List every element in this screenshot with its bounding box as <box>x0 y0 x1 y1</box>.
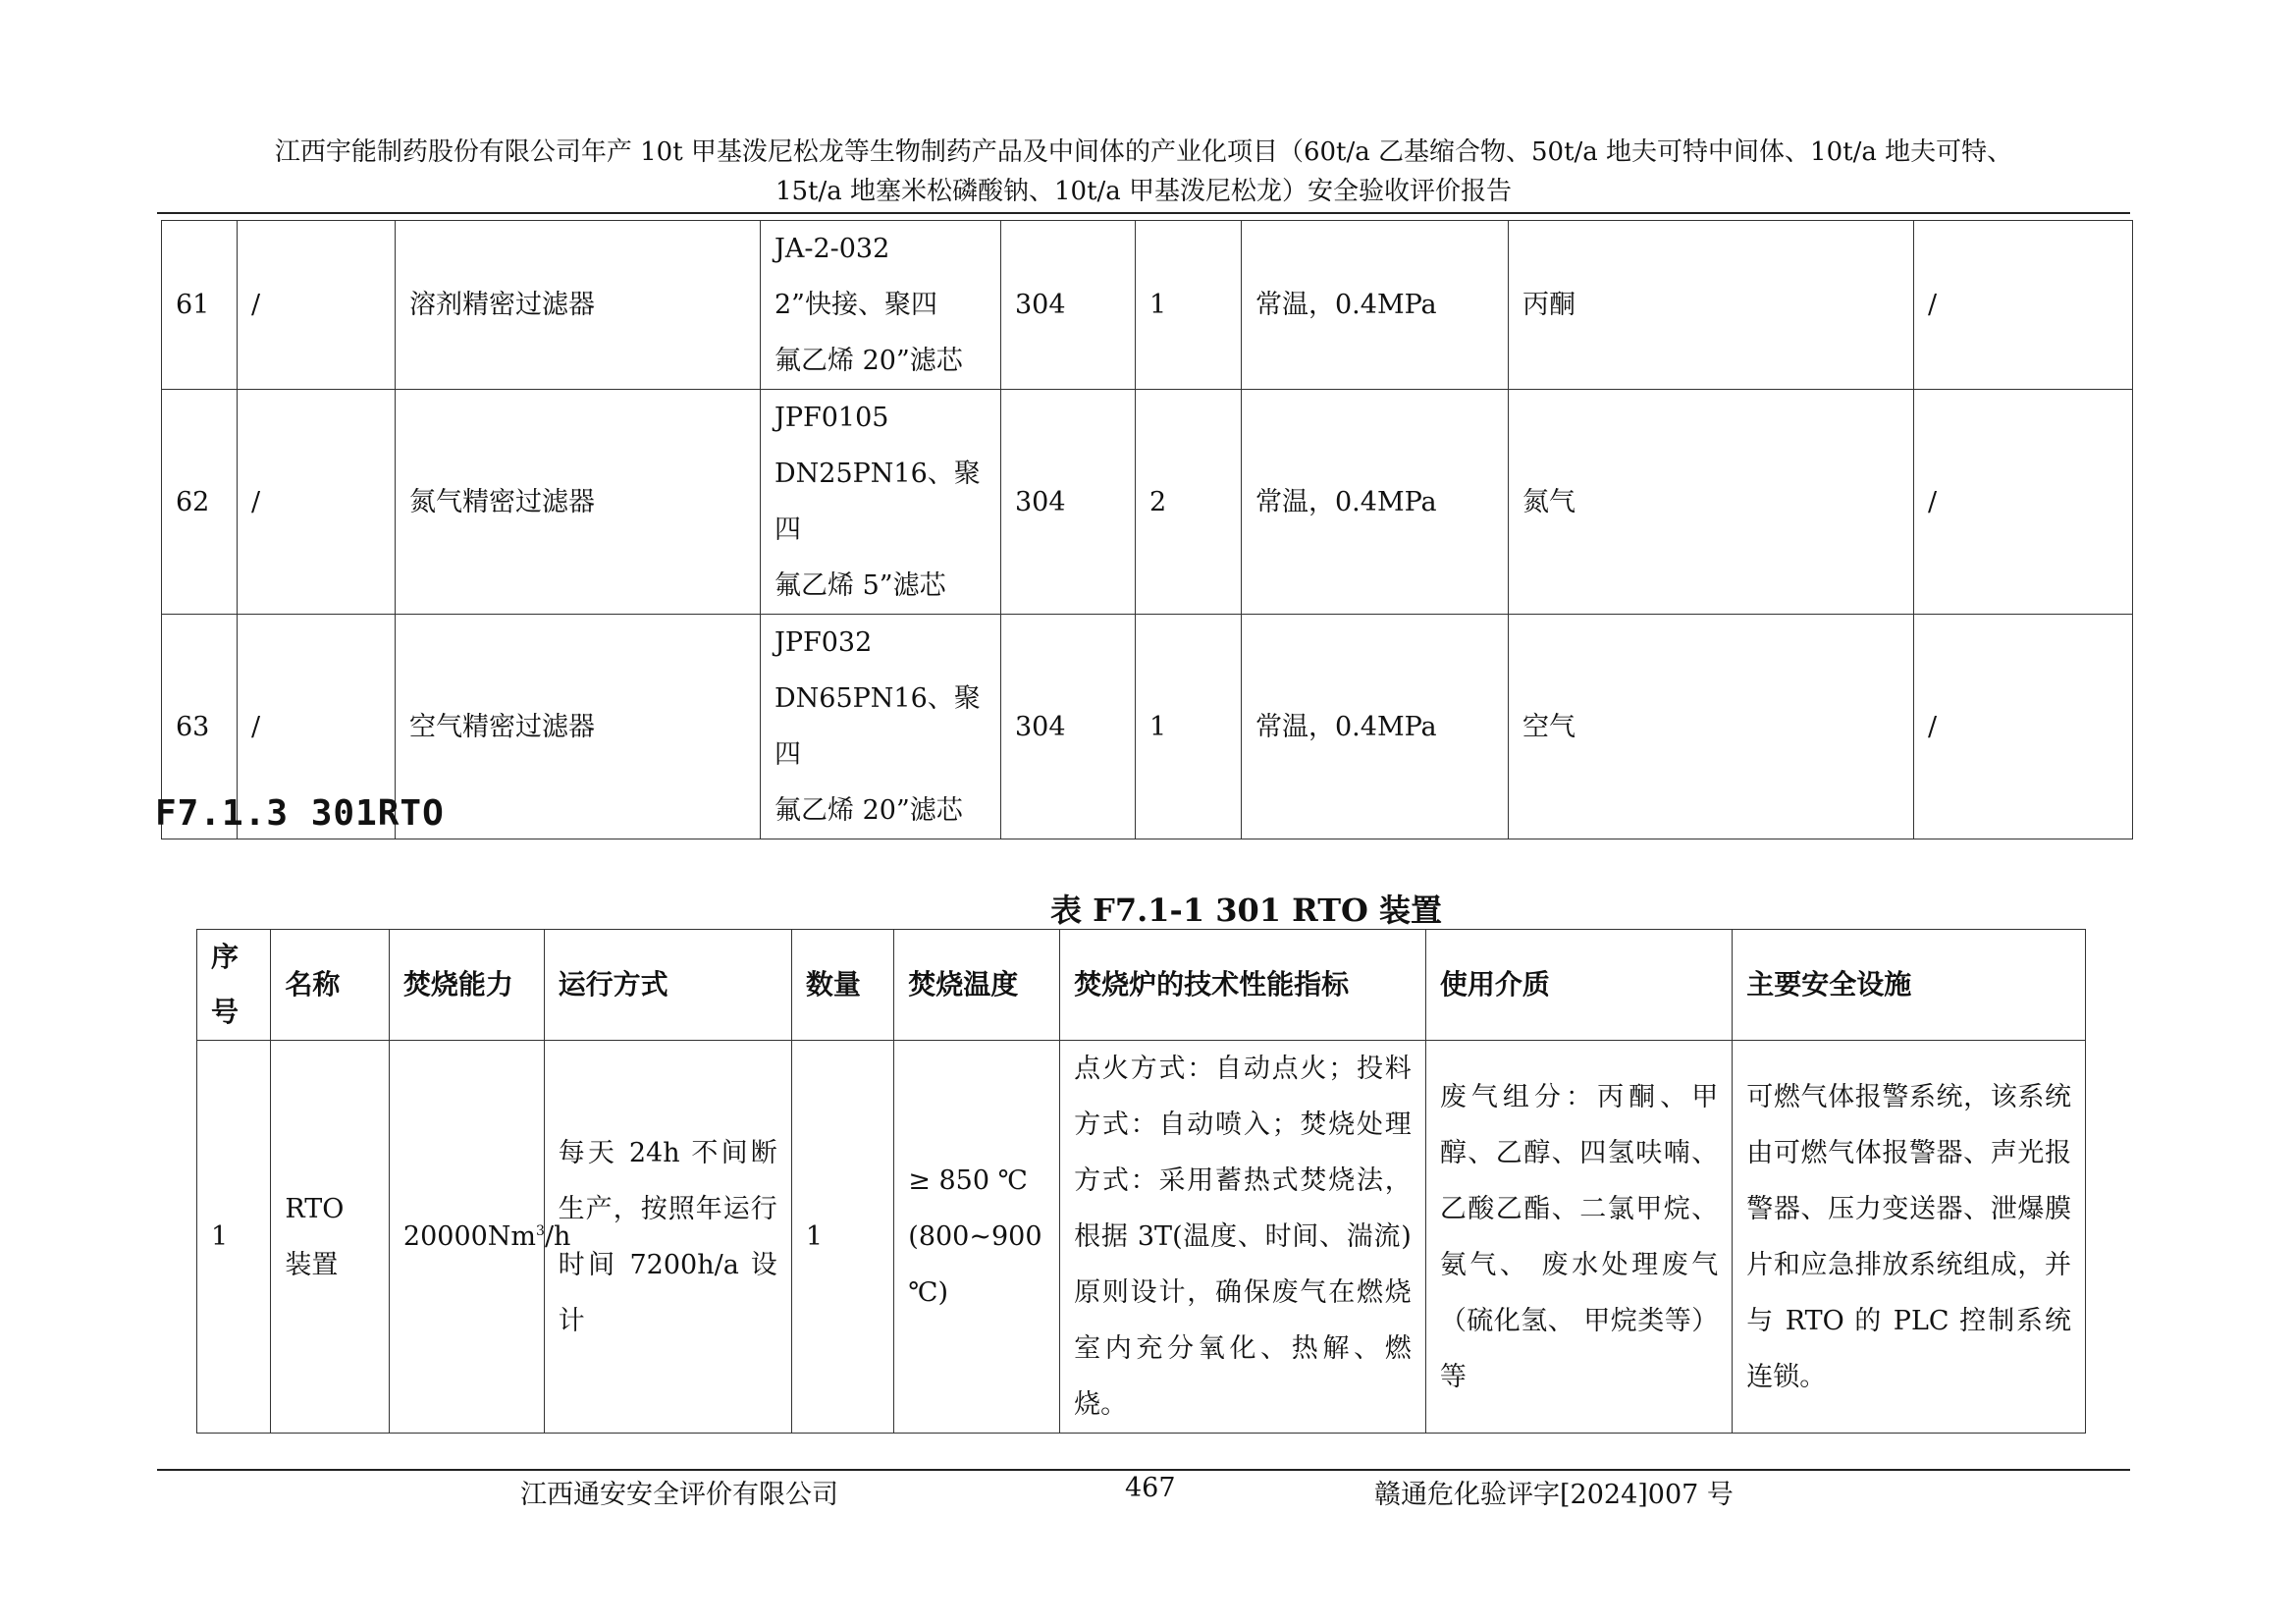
rto-safety: 可燃气体报警系统，该系统由可燃气体报警器、声光报警器、压力变送器、泄爆膜片和应急排放系统组成，并与 RTO 的 PLC 控制系统连锁。 <box>1733 1041 2086 1434</box>
rto-capacity-tail: /h <box>544 1221 571 1252</box>
col-header-no: 序号 <box>197 930 271 1041</box>
equip-spec <box>761 390 1001 615</box>
col-header-name: 名称 <box>271 930 390 1041</box>
equipment-row <box>162 221 2133 390</box>
rto-qty: 1 <box>791 1041 893 1434</box>
col-header-safety: 主要安全设施 <box>1733 930 2086 1041</box>
equip-qty: 1 <box>1136 221 1242 390</box>
rto-capacity-main: 20000Nm <box>402 1221 537 1252</box>
equip-name: 空气精密过滤器 <box>396 615 761 839</box>
rto-capacity-sup: 3 <box>536 1223 545 1239</box>
equip-no: 62 <box>162 390 238 615</box>
equip-no: 63 <box>162 615 238 839</box>
col-header-operation: 运行方式 <box>544 930 791 1041</box>
equipment-row <box>162 615 2133 839</box>
rto-temp-line2: (800~900 ℃) <box>908 1221 1042 1308</box>
equip-no: 61 <box>162 221 238 390</box>
rto-table <box>196 929 2086 1434</box>
equip-spec-line: JPF0105 <box>774 403 889 433</box>
equip-spec-line: DN65PN16、聚四 <box>774 683 981 770</box>
rto-medium: 废气组分：丙酮、甲醇、乙醇、四氢呋喃、乙酸乙酯、二氯甲烷、氨气、 废水处理废气（硫化氢、 甲烷类等）等 <box>1425 1041 1732 1434</box>
rto-capacity <box>389 1041 571 1434</box>
equip-medium: 氮气 <box>1509 390 1914 615</box>
col-header-performance: 焚烧炉的技术性能指标 <box>1060 930 1426 1041</box>
equip-remark: / <box>1914 221 2133 390</box>
equip-name: 溶剂精密过滤器 <box>396 221 761 390</box>
equip-material: 304 <box>1001 615 1136 839</box>
equip-remark: / <box>1914 390 2133 615</box>
rto-performance: 点火方式：自动点火；投料方式：自动喷入；焚烧处理方式：采用蓄热式焚烧法，根据 3T(温度、时间、湍流)原则设计，确保废气在燃烧室内充分氧化、热解、燃烧。 <box>1060 1041 1426 1434</box>
equip-condition: 常温，0.4MPa <box>1242 615 1509 839</box>
equip-name: 氮气精密过滤器 <box>396 390 761 615</box>
col-header-temp: 焚烧温度 <box>894 930 1060 1041</box>
col-header-qty: 数量 <box>791 930 893 1041</box>
equip-material: 304 <box>1001 390 1136 615</box>
table-caption: 表 F7.1-1 301 RTO 装置 <box>1050 892 1443 929</box>
rto-row <box>197 1041 2086 1434</box>
footer-doc-number: 赣通危化验评字[2024]007 号 <box>1374 1480 1734 1510</box>
equip-spec <box>761 221 1001 390</box>
equip-medium: 空气 <box>1509 615 1914 839</box>
rto-temp <box>894 1041 1060 1434</box>
equip-medium: 丙酮 <box>1509 221 1914 390</box>
equip-spec-line: 氟乙烯 20”滤芯 <box>774 346 963 376</box>
header-line-1: 江西宇能制药股份有限公司年产 10t 甲基泼尼松龙等生物制药产品及中间体的产业化项目（60t/a 乙基缩合物、50t/a 地夫可特中间体、10t/a 地夫可特、 <box>274 137 2013 167</box>
equip-col2: / <box>238 615 396 839</box>
equip-col2: / <box>238 390 396 615</box>
equip-spec-line: JA-2-032 <box>774 234 890 264</box>
header-line-2: 15t/a 地塞米松磷酸钠、10t/a 甲基泼尼松龙）安全验收评价报告 <box>774 177 1513 206</box>
equipment-row <box>162 390 2133 615</box>
col-header-medium: 使用介质 <box>1425 930 1732 1041</box>
rto-name: RTO 装置 <box>271 1041 390 1434</box>
equip-remark: / <box>1914 615 2133 839</box>
equip-condition: 常温，0.4MPa <box>1242 390 1509 615</box>
footer-page-number: 467 <box>1125 1473 1176 1503</box>
equip-qty: 2 <box>1136 390 1242 615</box>
page-header <box>157 133 2130 211</box>
equip-col2: / <box>238 221 396 390</box>
header-rule <box>157 212 2130 214</box>
rto-no: 1 <box>197 1041 271 1434</box>
equip-spec-line: 2”快接、聚四 <box>774 290 937 320</box>
rto-operation: 每天 24h 不间断生产，按照年运行时间 7200h/a 设计 <box>544 1041 791 1434</box>
equip-material: 304 <box>1001 221 1136 390</box>
equip-qty: 1 <box>1136 615 1242 839</box>
footer-company: 江西通安安全评价有限公司 <box>520 1480 838 1510</box>
equip-spec-line: JPF032 <box>774 627 873 658</box>
section-heading: F7.1.3 301RTO <box>155 793 445 834</box>
rto-temp-line1: ≥ 850 ℃ <box>908 1165 1028 1196</box>
equip-spec-line: 氟乙烯 20”滤芯 <box>774 795 963 826</box>
rto-header-row <box>197 930 2086 1041</box>
equip-spec-line: 氟乙烯 5”滤芯 <box>774 570 946 601</box>
equip-spec <box>761 615 1001 839</box>
equip-spec-line: DN25PN16、聚四 <box>774 459 981 545</box>
equip-condition: 常温，0.4MPa <box>1242 221 1509 390</box>
equipment-table <box>161 220 2133 839</box>
col-header-capacity: 焚烧能力 <box>389 930 544 1041</box>
footer-rule <box>157 1469 2130 1471</box>
